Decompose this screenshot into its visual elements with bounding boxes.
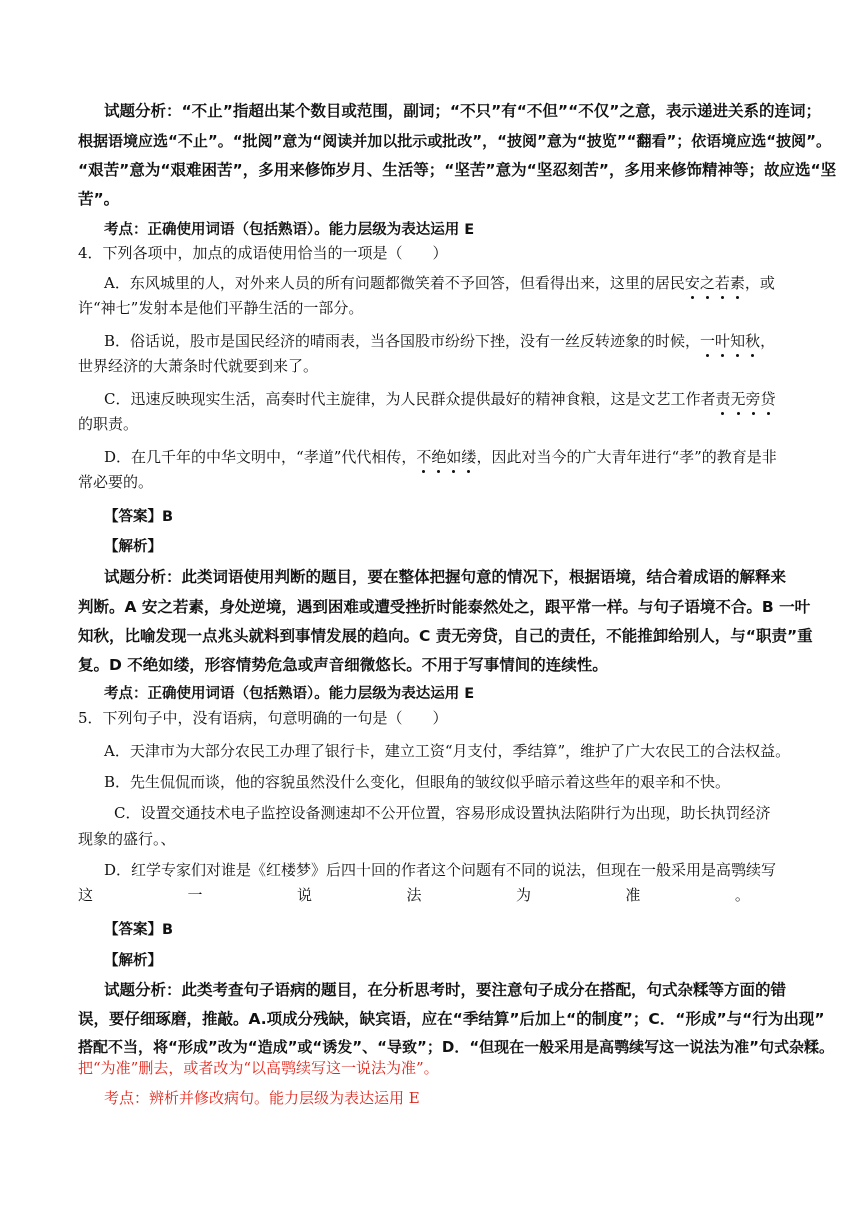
q4-d-tail: ，因此对当今的广大青年进行“孝”的教育是非 (476, 448, 777, 466)
q4-d-idiom (416, 448, 476, 466)
dotted-char: 一 (700, 332, 716, 350)
q4-analysis-line-3: 知秋，比喻发现一点兆头就料到事情发展的趋向。C 责无旁贷，自己的责任，不能推卸给别人，与“职责”重 (78, 627, 813, 645)
q4-option-c-line-2: 的职责。 (78, 415, 139, 433)
q4-b-idiom (700, 332, 760, 350)
q4-c-text: C．迅速反映现实生活，高奏时代主旋律，为人民群众提供最好的精神食粮，这是文艺工作者 (104, 390, 716, 408)
dotted-char: 无 (730, 390, 746, 408)
q5-d-char: 这 (78, 886, 94, 904)
q4-kaodian: 考点：正确使用词语（包括熟语）。能力层级为表达运用 E (104, 686, 475, 702)
q3-analysis-line-3: “艰苦”意为“艰难困苦”，多用来修饰岁月、生活等；“坚苦”意为“坚忍刻苦”，多用来修饰精神等；故应选“坚 (78, 161, 837, 179)
dotted-char: 之 (699, 274, 715, 292)
q4-a-idiom (685, 274, 745, 292)
q5-answer: 【答案】B (104, 922, 174, 938)
q5-d-char: 说 (296, 886, 312, 904)
q4-option-a-line-2: 许“神七”发射本是他们平静生活的一部分。 (78, 299, 364, 317)
q3-analysis-line-4: 苦”。 (78, 190, 120, 208)
q5-option-c-line-1: C．设置交通技术电子监控设备测速却不公开位置，容易形成设置执法陷阱行为出现，助长执罚经济 (114, 804, 771, 822)
q5-stem: 5．下列句子中，没有语病，句意明确的一句是（ ） (78, 709, 448, 727)
q5-analysis-line-3: 搭配不当，将“形成”改为“造成”或“诱发”、“导致”；D．“但现在一般采用是高鹗续写这一说法为准”句式杂糅。 (78, 1038, 835, 1056)
dotted-char: 若 (714, 274, 730, 292)
q4-analysis-line-4: 复。D 不绝如缕，形容情势危急或声音细微悠长。不用于写事情间的连续性。 (78, 656, 608, 674)
q4-analysis-line-1: 试题分析：此类词语使用判断的题目，要在整体把握句意的情况下，根据语境，结合着成语的解释来 (104, 568, 787, 586)
q5-option-b: B．先生侃侃而谈，他的容貌虽然没什么变化，但眼角的皱纹似乎暗示着这些年的艰辛和不快。 (104, 773, 731, 791)
dotted-char: 贷 (760, 390, 776, 408)
q5-d-char: 。 (734, 886, 750, 904)
q4-c-idiom (715, 390, 775, 408)
q3-analysis-line-1: 试题分析：“不止”指超出某个数目或范围，副词；“不只”有“不但”“不仅”之意，表示递进关系的连词； (104, 102, 821, 120)
q3-analysis-line-2: 根据语境应选“不止”。“批阅”意为“阅读并加以批示或批改”，“披阅”意为“披览”“翻看”；依语境应选“披阅”。 (78, 132, 832, 150)
dotted-char: 绝 (431, 448, 447, 466)
q4-b-tail: ， (760, 332, 776, 350)
dotted-char: 秋 (745, 332, 761, 350)
dotted-char: 缕 (461, 448, 477, 466)
q4-a-tail: ，或 (744, 274, 775, 292)
q4-a-text: A．东风城里的人，对外来人员的所有问题都微笑着不予回答，但看得出来，这里的居民 (104, 274, 685, 292)
q4-b-text: B．俗话说，股市是国民经济的晴雨表，当各国股市纷纷下挫，没有一丝反转迹象的时候， (104, 332, 701, 350)
q4-option-d-line-2: 常必要的。 (78, 473, 154, 491)
dotted-char: 素 (729, 274, 745, 292)
dotted-char: 如 (446, 448, 462, 466)
q3-kaodian: 考点：正确使用词语（包括熟语）。能力层级为表达运用 E (104, 222, 475, 238)
q5-d-char: 一 (187, 886, 203, 904)
q4-option-a (104, 272, 775, 294)
q5-d-char: 法 (406, 886, 422, 904)
q5-jiexi-label: 【解析】 (104, 953, 162, 969)
q5-kaodian: 考点：辨析并修改病句。能力层级为表达运用 E (104, 1089, 420, 1107)
q4-option-b (104, 330, 775, 352)
dotted-char: 责 (715, 390, 731, 408)
dotted-char: 知 (730, 332, 746, 350)
q5-analysis-line-4: 把“为准”删去，或者改为“以高鹗续写这一说法为准”。 (78, 1059, 439, 1077)
q4-option-d (104, 446, 777, 468)
q5-option-d-line-2 (78, 884, 750, 906)
q4-jiexi-label: 【解析】 (104, 539, 162, 555)
q5-analysis-line-2: 误，要仔细琢磨，推敲。A.项成分残缺，缺宾语，应在“季结算”后加上“的制度”；C．“形成”与“行为出现” (78, 1010, 825, 1028)
q4-stem: 4．下列各项中，加点的成语使用恰当的一项是（ ） (78, 244, 448, 262)
dotted-char: 旁 (745, 390, 761, 408)
q4-option-b-line-2: 世界经济的大萧条时代就要到来了。 (78, 357, 319, 375)
dotted-char: 不 (416, 448, 432, 466)
q4-option-c (104, 388, 776, 410)
q4-answer: 【答案】B (104, 509, 174, 525)
q5-analysis-line-1: 试题分析：此类考查句子语病的题目，在分析思考时，要注意句子成分在搭配，句式杂糅等方面的错 (104, 981, 787, 999)
q5-d-char: 为 (515, 886, 531, 904)
q5-option-a: A．天津市为大部分农民工办理了银行卡，建立工资“月支付，季结算”，维护了广大农民工的合法权益。 (104, 742, 791, 760)
q4-analysis-line-2: 判断。A 安之若素，身处逆境，遇到困难或遭受挫折时能泰然处之，跟平常一样。与句子语境不合。B 一叶 (78, 598, 811, 616)
dotted-char: 安 (684, 274, 700, 292)
q5-option-c-line-2: 现象的盛行。、 (78, 830, 176, 848)
dotted-char: 叶 (715, 332, 731, 350)
q4-d-text: D．在几千年的中华文明中，“孝道”代代相传， (104, 448, 417, 466)
q5-d-char: 准 (625, 886, 641, 904)
q5-option-d-line-1: D．红学专家们对谁是《红楼梦》后四十回的作者这个问题有不同的说法，但现在一般采用是高鹗续写 (104, 861, 777, 879)
